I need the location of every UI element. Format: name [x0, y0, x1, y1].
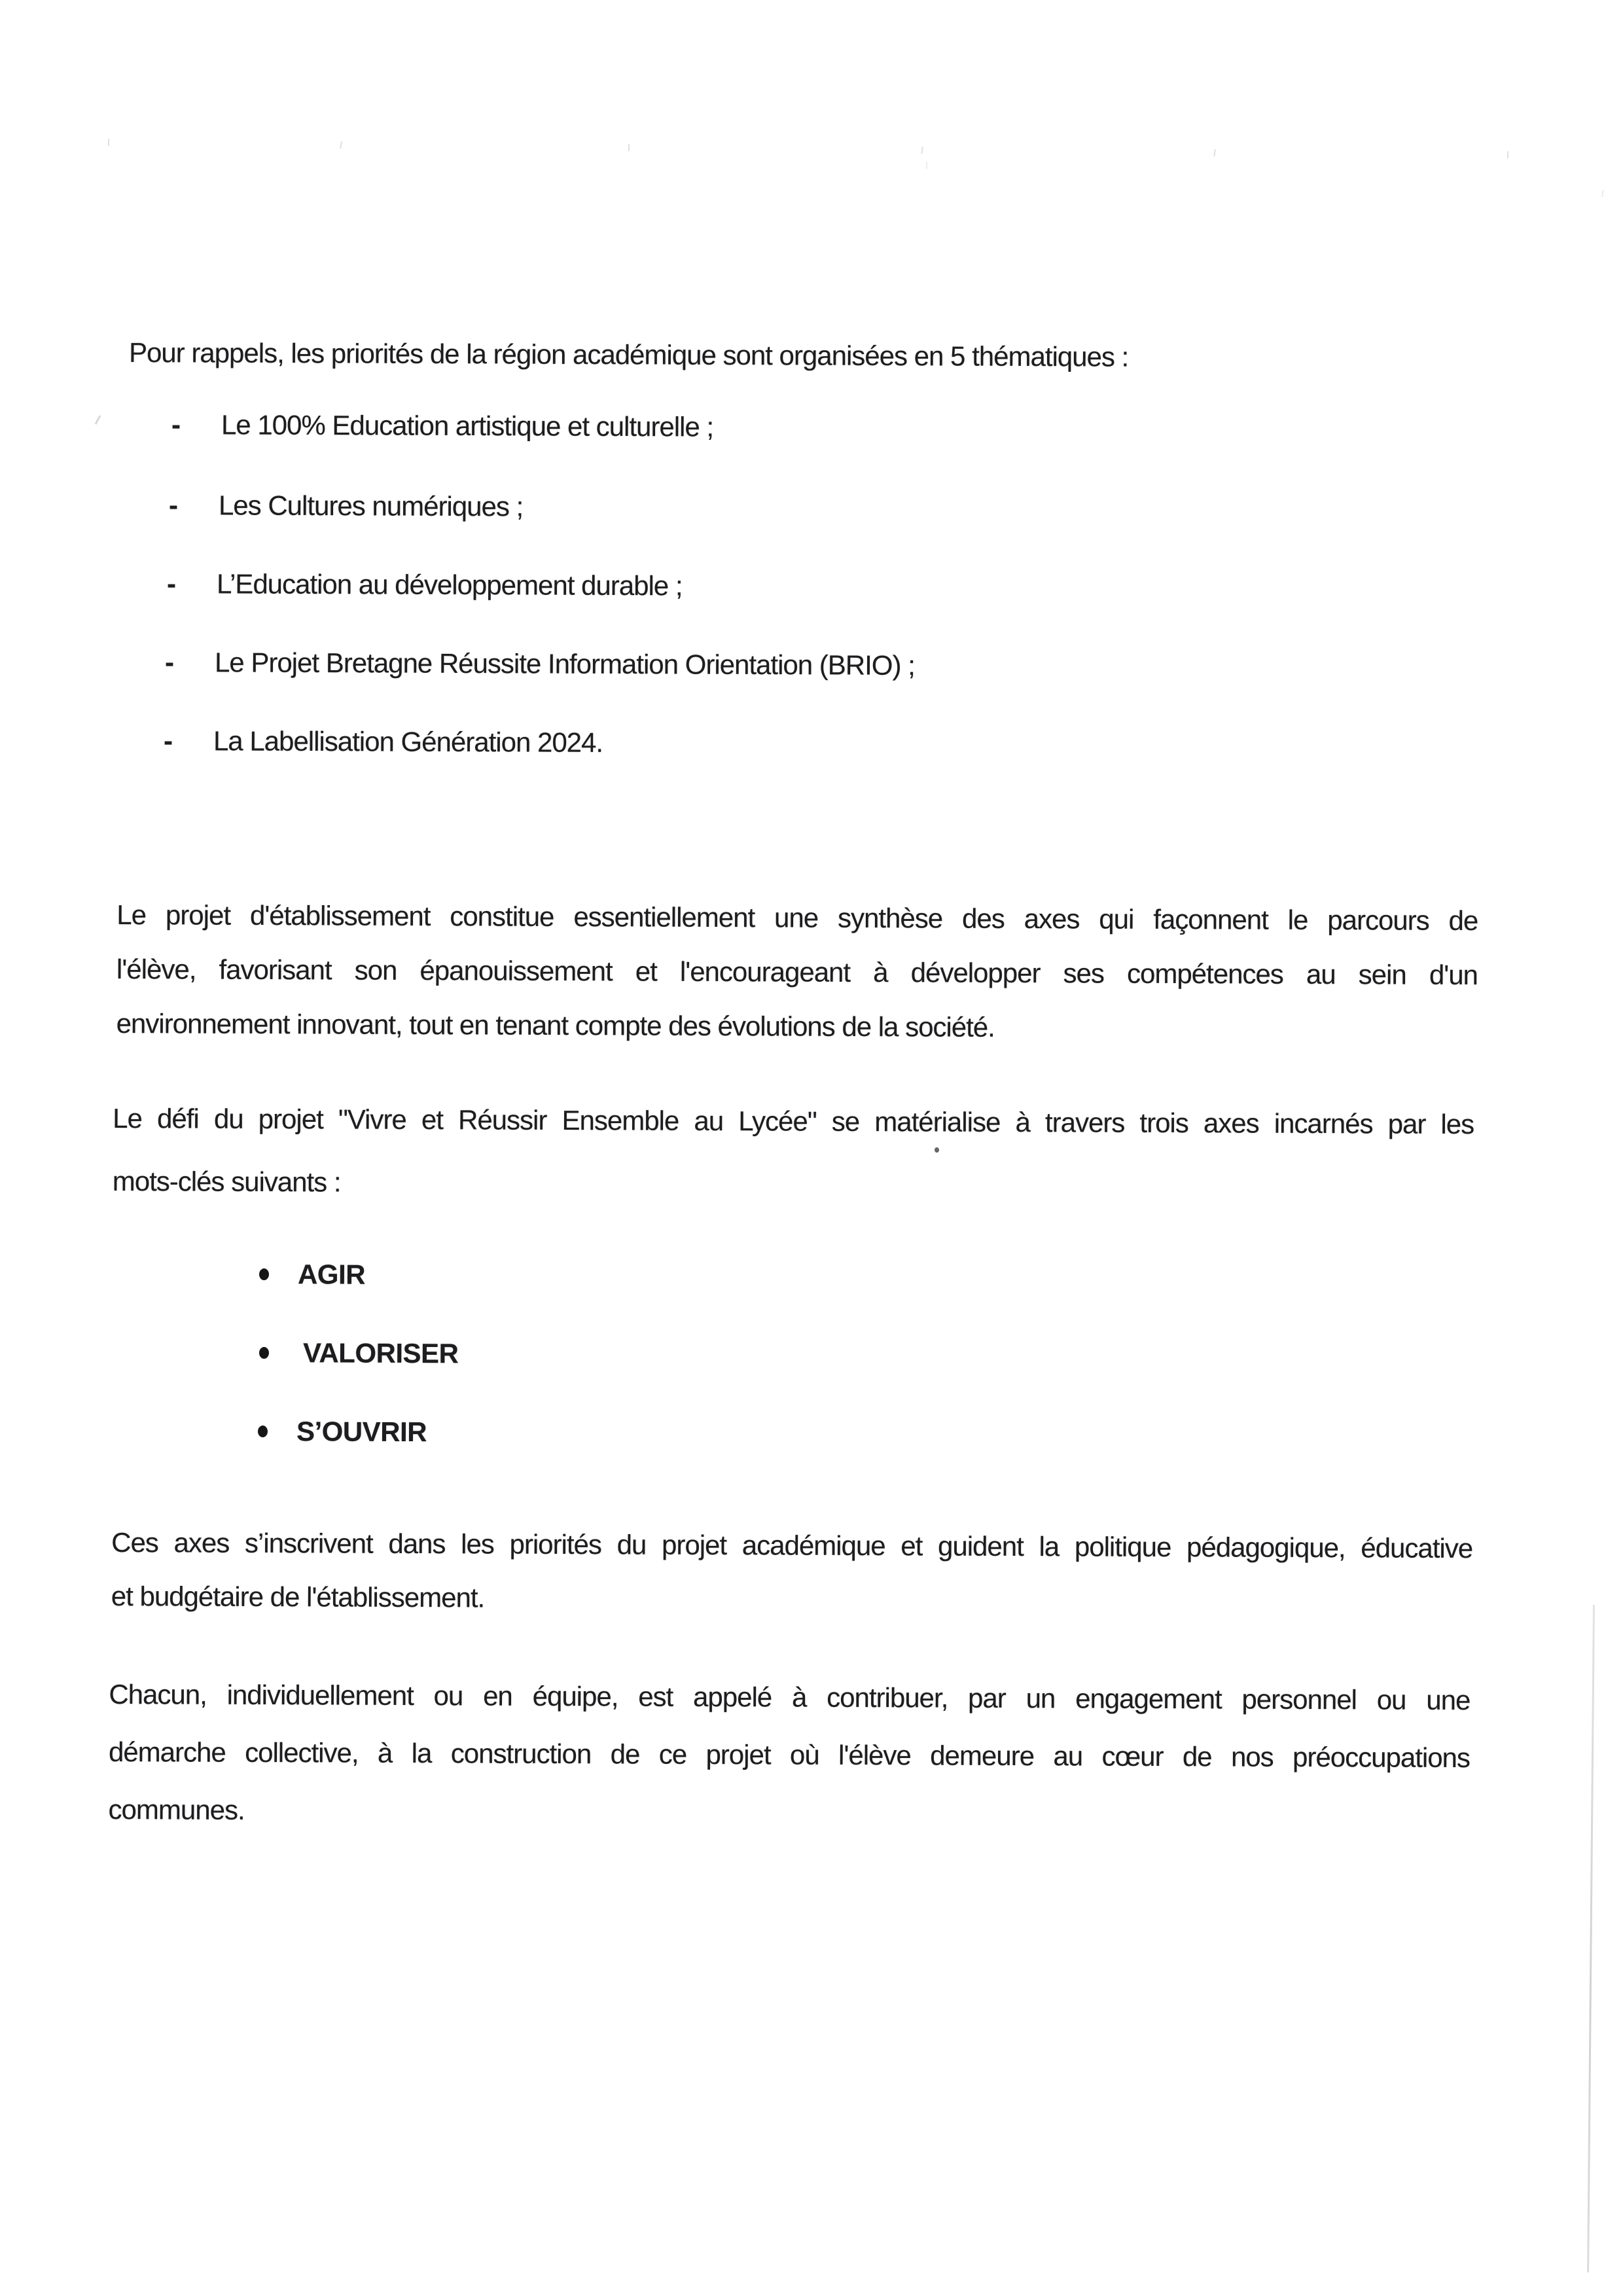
priority-item-label: Le 100% Education artistique et culturelle ;	[221, 409, 714, 442]
keyword-bullet-item	[259, 1333, 459, 1373]
priority-item	[167, 556, 683, 613]
scan-speck	[108, 139, 109, 146]
scan-speck	[926, 162, 927, 169]
priority-item	[164, 713, 603, 770]
keyword-bullet-item	[259, 1255, 365, 1295]
dash-marker: -	[168, 490, 178, 521]
scan-speck	[1213, 149, 1216, 156]
body-paragraph	[111, 1516, 1473, 1629]
intro-paragraph: Pour rappels, les priorités de la région académique sont organisées en 5 thématiques :	[128, 337, 1129, 372]
paragraph-line: Le projet d'établissement constitue essentiellement une synthèse des axes qui façonnent le parcours de	[116, 899, 1478, 937]
paragraph-line: environnement innovant, tout en tenant compte des évolutions de la société.	[116, 1007, 995, 1043]
paragraph-line: communes.	[108, 1793, 245, 1825]
priority-item-label: La Labellisation Génération 2024.	[213, 725, 603, 758]
priority-item-label: Les Cultures numériques ;	[218, 490, 524, 522]
dash-marker: -	[164, 647, 174, 678]
keyword-bullet-item	[258, 1412, 427, 1452]
bullet-icon	[258, 1426, 268, 1437]
paragraph-line: Ces axes s’inscrivent dans les priorités du projet académique et guident la politique pédagogique, éducative	[111, 1527, 1473, 1564]
dash-marker: -	[163, 725, 173, 757]
dash-marker: -	[171, 409, 181, 440]
bullet-icon	[259, 1268, 269, 1280]
scan-speck	[921, 147, 923, 154]
scan-speck	[1507, 151, 1508, 158]
paragraph-line: et budgétaire de l'établissement.	[111, 1580, 485, 1613]
bullet-icon	[259, 1347, 269, 1359]
keyword-label: S’OUVRIR	[296, 1416, 427, 1448]
priority-item	[169, 478, 524, 534]
priority-item-label: Le Projet Bretagne Réussite Information Orientation (BRIO) ;	[214, 647, 915, 681]
dash-marker: -	[166, 568, 176, 600]
body-paragraph	[116, 888, 1478, 1056]
priority-item	[165, 635, 915, 693]
scan-edge-artifact-line	[1587, 1605, 1595, 2272]
body-paragraph	[113, 1087, 1474, 1219]
paragraph-line: démarche collective, à la construction de ce projet où l'élève demeure au cœur de nos préoccupations	[108, 1736, 1471, 1774]
priority-item-label: L’Education au développement durable ;	[216, 568, 683, 601]
paragraph-line: Chacun, individuellement ou en équipe, est appelé à contribuer, par un engagement personnel ou une	[109, 1679, 1471, 1716]
keyword-label: AGIR	[297, 1259, 366, 1290]
scan-speck	[628, 144, 630, 151]
paragraph-line: Le défi du projet "Vivre et Réussir Ensemble au Lycée" se matérialise à travers trois axes incarnés par les	[113, 1103, 1474, 1140]
paragraph-line: mots-clés suivants :	[112, 1165, 341, 1198]
paragraph-line: l'élève, favorisant son épanouissement et l'encourageant à développer ses compétences au sein d'un	[116, 954, 1478, 991]
body-paragraph	[108, 1666, 1470, 1844]
scan-speck	[95, 415, 101, 425]
keyword-label: VALORISER	[302, 1337, 459, 1369]
priority-item	[171, 397, 714, 455]
scan-speck	[340, 141, 342, 149]
scan-speck	[1601, 190, 1604, 197]
